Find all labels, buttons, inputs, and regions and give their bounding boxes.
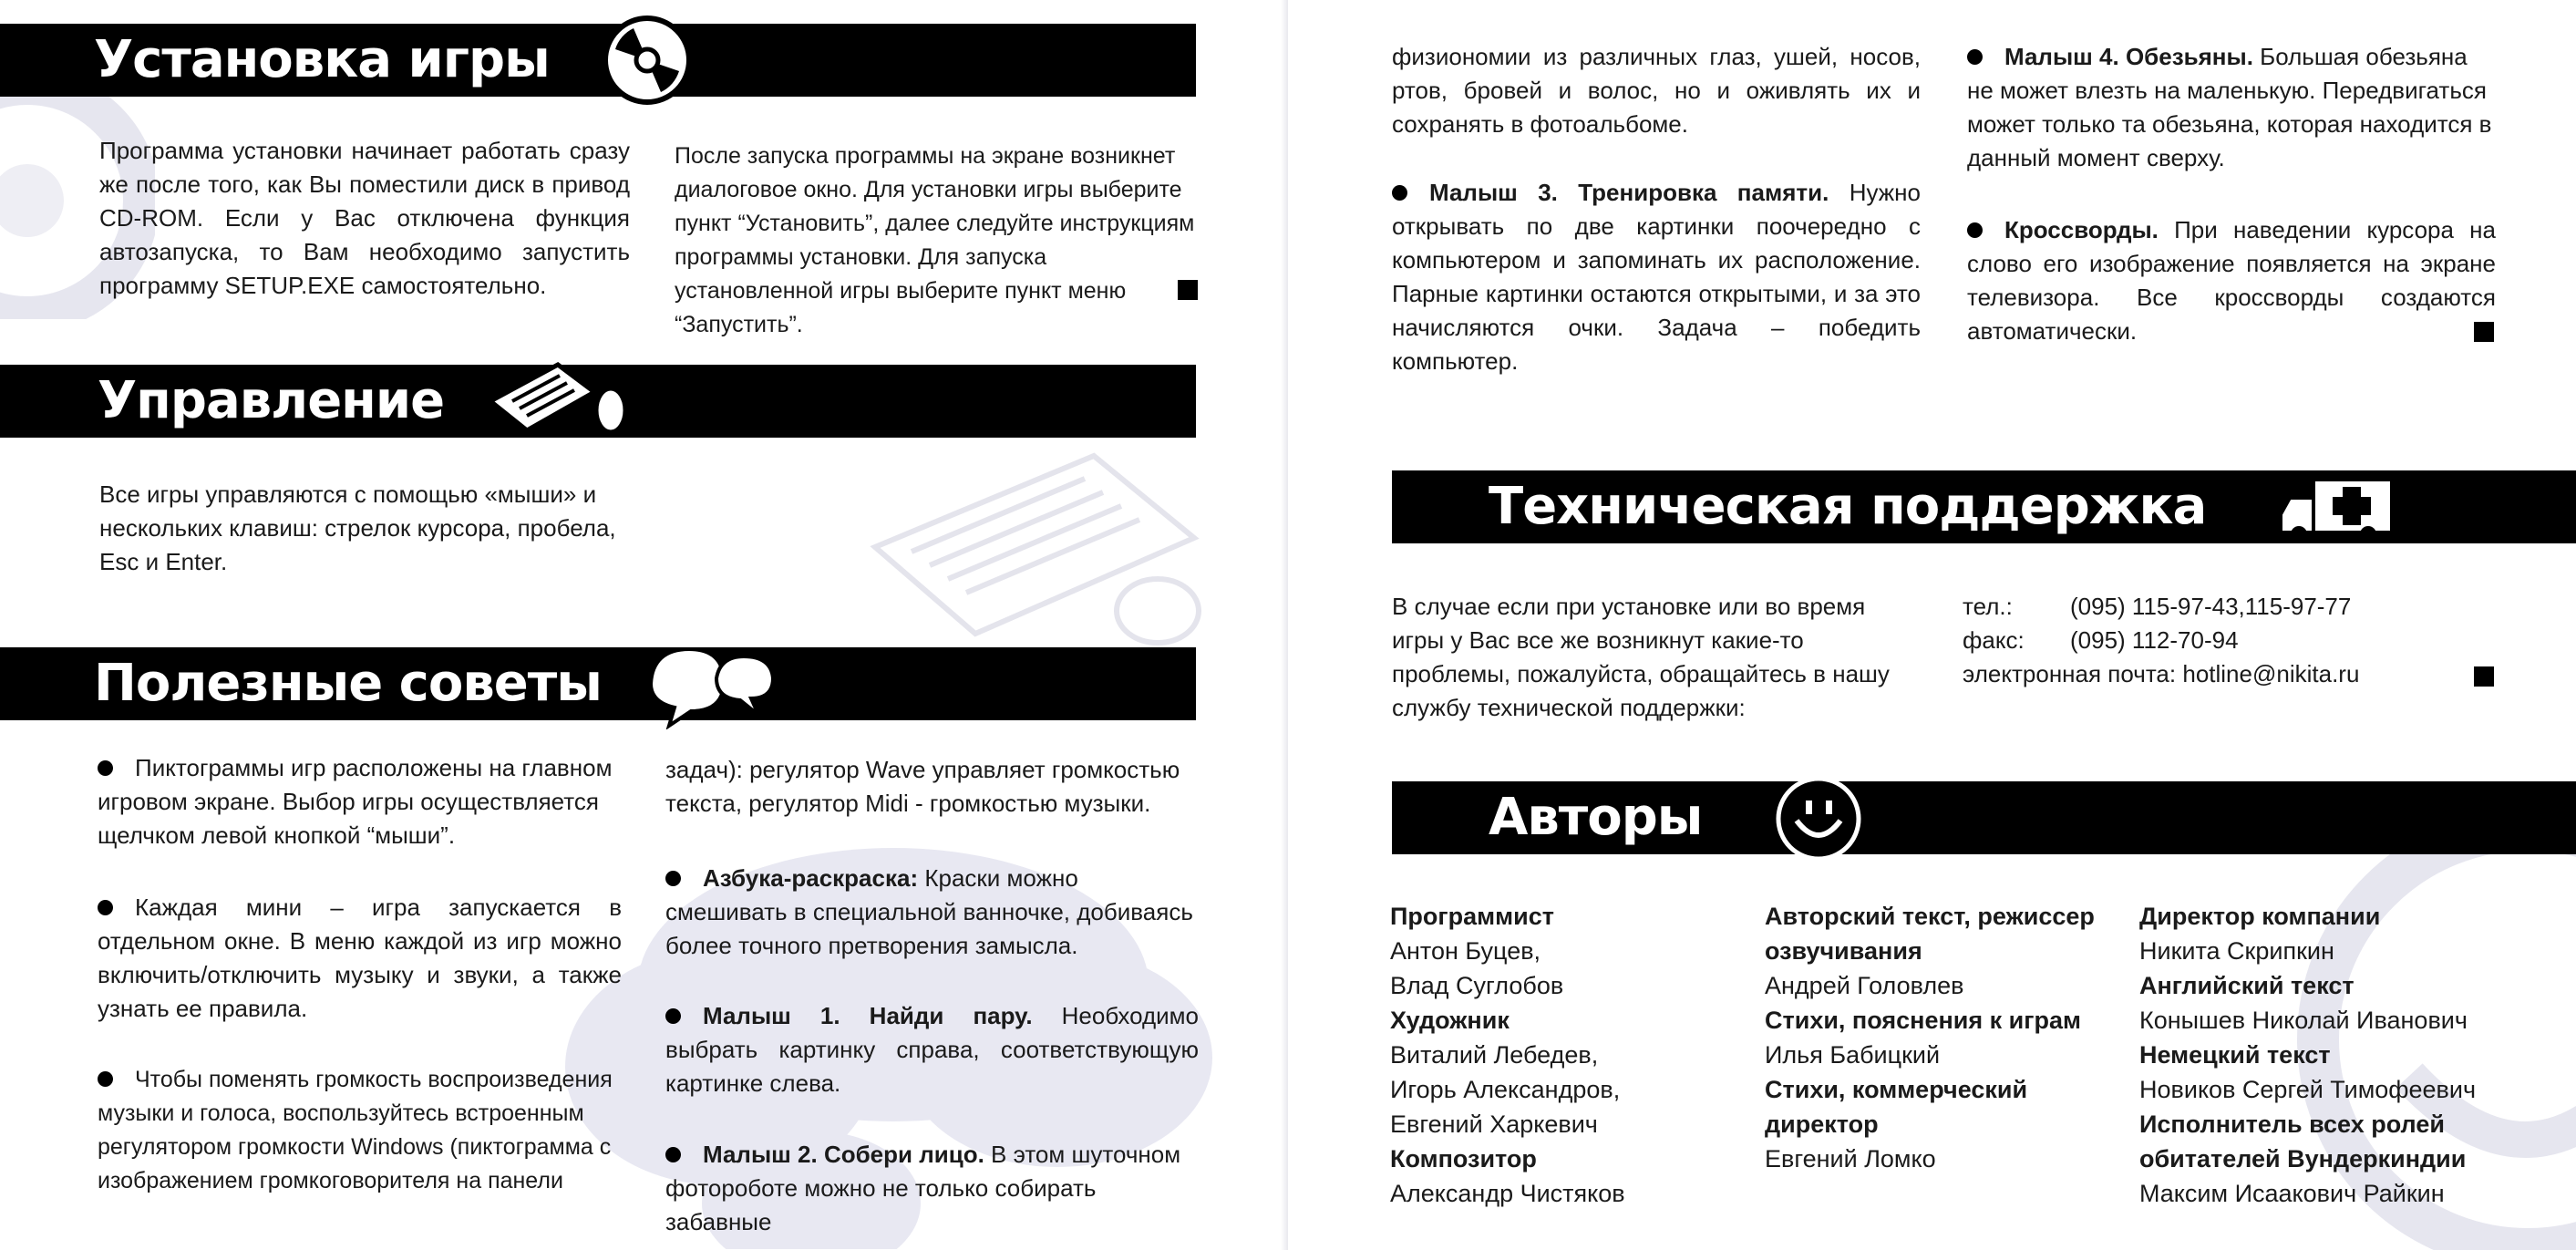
credit-name: Евгений Ломко <box>1765 1145 1936 1173</box>
tips-item-9-title: Кроссворды. <box>2004 216 2159 243</box>
tips-item-4 <box>665 862 1199 963</box>
tips-item-8 <box>1967 40 2496 175</box>
credit-name: Илья Бабицкий <box>1765 1041 1941 1069</box>
tips-item-7-title: Малыш 3. Тренировка памяти. <box>1429 179 1829 206</box>
tips-item-2 <box>98 891 622 1026</box>
bullet-icon <box>98 760 113 776</box>
bullet-icon <box>665 1008 681 1024</box>
tips-item-3-text: Чтобы поменять громкость воспроизведения музыки и голоса, воспользуйтесь встроенным регулятором громкости Windows (пиктограмма с изображением громкоговорителя на панели <box>98 1067 613 1193</box>
credit-role: Директор компании <box>2139 903 2381 930</box>
credit-name: Новиков Сергей Тимофеевич <box>2139 1076 2477 1103</box>
credit-role: Стихи, коммерческий директор <box>1765 1076 2028 1138</box>
credit-name: Виталий Лебедев, <box>1390 1041 1599 1069</box>
tips-item-4-title: Азбука-раскраска: <box>703 864 919 892</box>
controls-text: Все игры управляются с помощью «мыши» и нескольких клавиш: стрелок курсора, пробела, Esc и Enter. <box>99 480 616 575</box>
keyboard-mouse-icon <box>485 356 631 447</box>
tips-item-7-text: Нужно открывать по две картинки поочередно с компьютером и запоминать их расположение. Парные картинки остаются открытыми, и за это начисляются очки. Задача – победить компьютер. <box>1392 179 1921 375</box>
tips-item-1 <box>98 751 622 852</box>
right-page <box>1288 0 2576 1250</box>
install-col2-text <box>675 139 1205 342</box>
tips-item-5 <box>665 999 1199 1100</box>
tips-item-6-cont: физиономии из различных глаз, ушей, носов, ртов, бровей и волос, но и оживлять их и сохранять в фотоальбоме. <box>1392 43 1921 138</box>
authors-col-1 <box>1390 899 1755 1211</box>
bullet-icon <box>1392 185 1407 201</box>
tips-item-6 <box>665 1138 1199 1239</box>
phone-value: (095) 115-97-43,115-97-77 <box>2070 593 2352 620</box>
tips-item-7 <box>1392 176 1921 378</box>
credit-name: Антон Буцев, <box>1390 937 1541 965</box>
authors-col-3 <box>2139 899 2522 1211</box>
section-end-marker <box>2474 322 2494 342</box>
tips-item-9-text: При наведении курсора на слово его изображение появляется на экране телевизора. Все кроссворды создаются автоматически. <box>1967 216 2496 345</box>
bullet-icon <box>665 871 681 886</box>
credit-role: Стихи, пояснения к играм <box>1765 1007 2081 1034</box>
smiley-face-icon <box>1771 773 1866 864</box>
credit-role: Исполнитель всех ролей обитателей Вундеркиндии <box>2139 1111 2467 1173</box>
bullet-icon <box>1967 222 1983 238</box>
credit-name: Никита Скрипкин <box>2139 937 2334 965</box>
credit-role: Английский текст <box>2139 972 2354 999</box>
tips-item-3-cont: задач): регулятор Wave управляет громкостью текста, регулятор Midi - громкостью музыки. <box>665 756 1180 817</box>
tips-item-6-text: В этом шуточном фотороботе можно не только собирать забавные <box>665 1141 1181 1235</box>
install-col1-text: Программа установки начинает работать сразу же после того, как Вы поместили диск в привод CD-ROM. Если у Вас отключена функция автозапуска, то Вам необходимо запустить программу SETUP.EXE самостоятельно. <box>99 137 630 299</box>
credit-role: Авторский текст, режиссер озвучивания <box>1765 903 2095 965</box>
section-end-marker <box>1178 280 1198 300</box>
fax-value: (095) 112-70-94 <box>2070 626 2239 654</box>
bullet-icon <box>665 1147 681 1162</box>
credit-name: Андрей Головлев <box>1765 972 1964 999</box>
credit-name: Конышев Николай Иванович <box>2139 1007 2468 1034</box>
bullet-icon <box>98 900 113 915</box>
speech-bubbles-icon <box>644 638 780 729</box>
tips-section-title: Полезные советы <box>94 654 602 713</box>
email-link[interactable]: hotline@nikita.ru <box>2182 660 2360 687</box>
credit-role: Программист <box>1390 903 1554 930</box>
phone-row <box>1963 590 2509 624</box>
bullet-icon <box>98 1071 113 1087</box>
tips-item-5-title: Малыш 1. Найди пару. <box>703 1002 1033 1029</box>
credit-name: Влад Суглобов <box>1390 972 1564 999</box>
phone-label: тел.: <box>1963 593 2013 620</box>
controls-section-title: Управление <box>98 371 445 430</box>
ambulance-icon <box>2277 474 2396 547</box>
fax-row <box>1963 624 2509 657</box>
cd-disc-icon <box>597 13 697 108</box>
fax-label: факс: <box>1963 626 2025 654</box>
credit-name: Александр Чистяков <box>1390 1180 1625 1207</box>
credit-role: Немецкий текст <box>2139 1041 2331 1069</box>
install-col2-body: После запуска программы на экране возникнет диалоговое окно. Для установки игры выберите пункт “Установить”, далее следуйте инструкциям программы установки. Для запуска установленной игры выберите пункт меню “Запустить”. <box>675 143 1195 337</box>
tips-item-4-text: Краски можно смешивать в специальной ванночке, добиваясь более точного претворения замысла. <box>665 864 1193 959</box>
support-contacts <box>1963 590 2509 691</box>
credit-role: Композитор <box>1390 1145 1537 1173</box>
tips-item-3 <box>98 1063 622 1198</box>
tips-item-1-text: Пиктограммы игр расположены на главном игровом экране. Выбор игры осуществляется щелчком левой кнопкой “мыши”. <box>98 754 613 849</box>
tips-item-6-title: Малыш 2. Собери лицо. <box>703 1141 984 1168</box>
background-keyboard-icon <box>857 429 1240 656</box>
tips-item-2-text: Каждая мини – игра запускается в отдельном окне. В меню каждой из игр можно включить/отключить музыку и звуки, а также узнать ее правила. <box>98 894 622 1022</box>
support-text: В случае если при установке или во время игры у Вас все же возникнут какие-то проблемы, пожалуйста, обращайтесь в нашу службу технической поддержки: <box>1392 593 1890 721</box>
email-label: электронная почта: <box>1963 660 2177 687</box>
install-section-title: Установка игры <box>94 30 550 89</box>
authors-col-2 <box>1765 899 2134 1176</box>
credit-name: Евгений Харкевич <box>1390 1111 1598 1138</box>
email-row <box>1963 657 2509 691</box>
credit-name: Максим Исаакович Райкин <box>2139 1180 2445 1207</box>
bullet-icon <box>1967 49 1983 65</box>
support-section-title: Техническая поддержка <box>1489 477 2207 536</box>
authors-section-title: Авторы <box>1489 788 1703 847</box>
tips-item-8-title: Малыш 4. Обезьяны. <box>2004 43 2253 70</box>
tips-item-9 <box>1967 213 2496 348</box>
credit-name: Игорь Александров, <box>1390 1076 1621 1103</box>
credit-role: Художник <box>1390 1007 1510 1034</box>
tips-item-8-text: Большая обезьяна не может влезть на маленькую. Передвигаться может только та обезьяна, которая находится в данный момент сверху. <box>1967 43 2492 171</box>
tips-item-5-text: Необходимо выбрать картинку справа, соответствующую картинке слева. <box>665 1002 1199 1097</box>
section-end-marker <box>2474 666 2494 687</box>
